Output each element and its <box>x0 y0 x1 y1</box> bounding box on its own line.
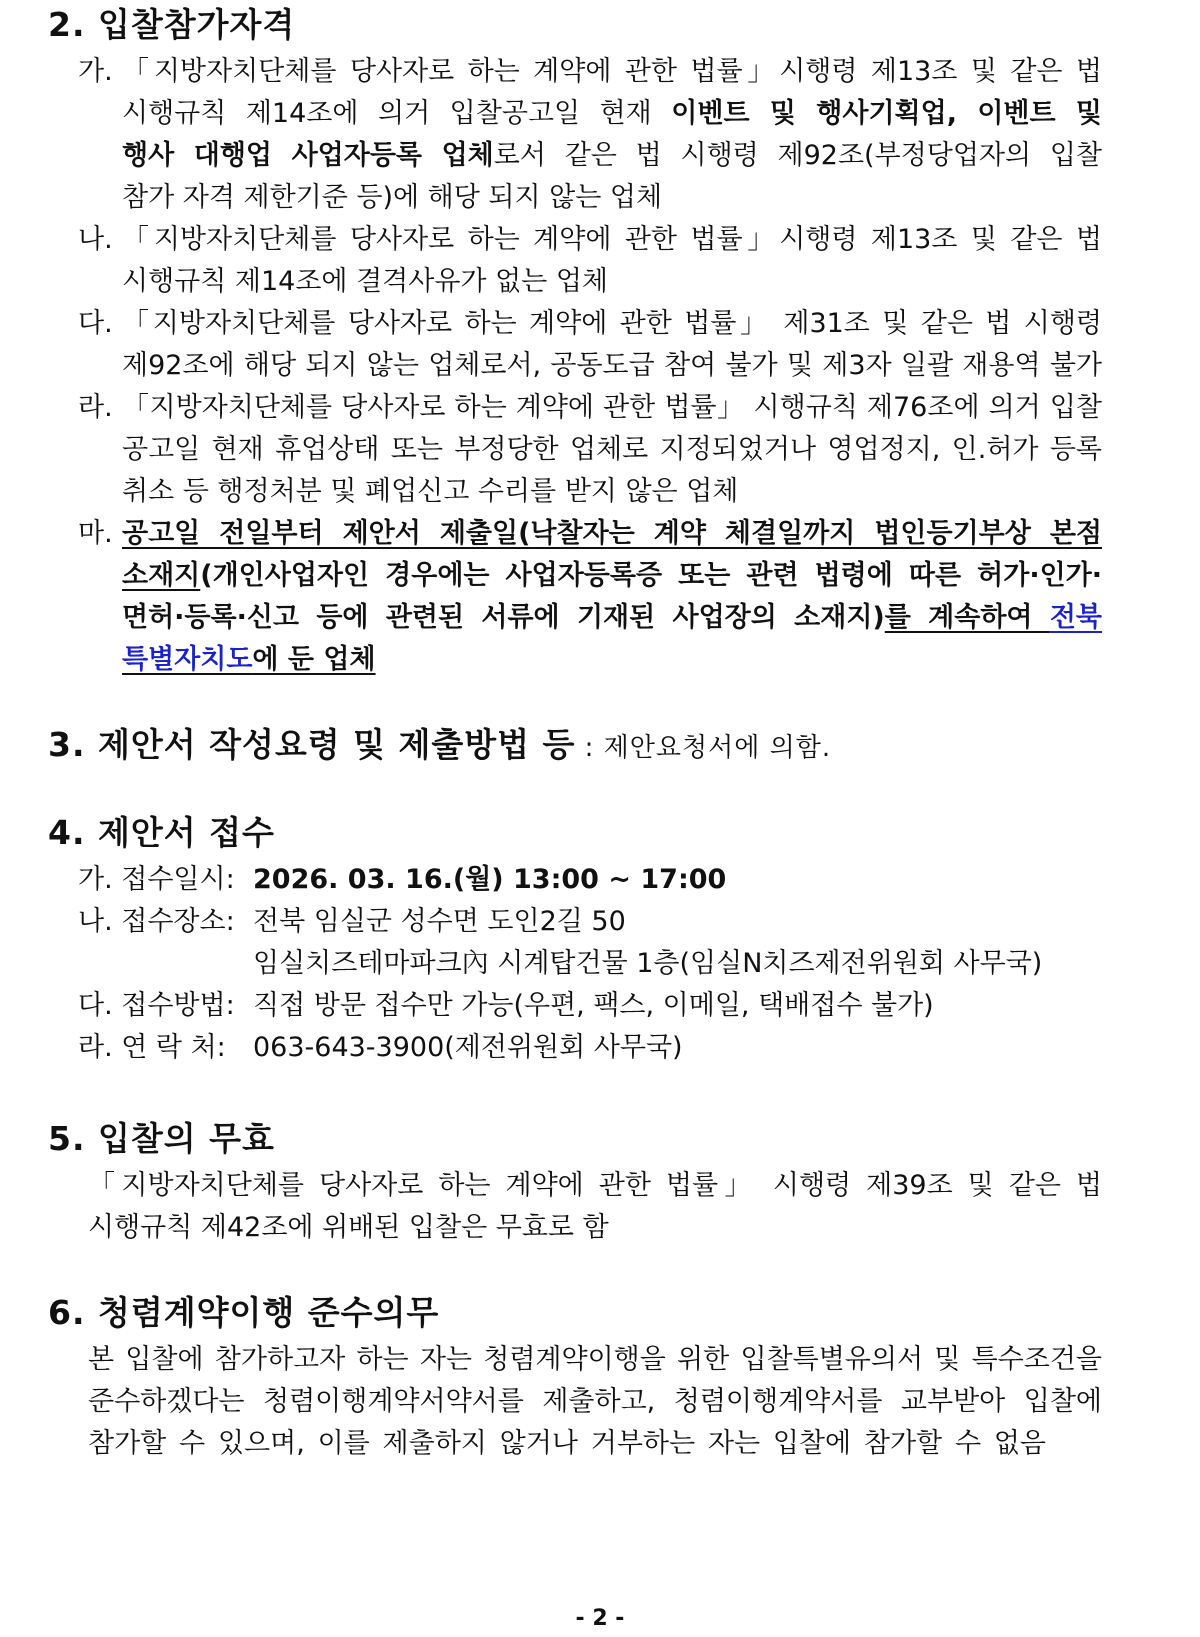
item-ma-line-4-text: 에 둔 업체 <box>252 644 376 675</box>
item-ra-line-1: 「지방자치단체를 당사자로 하는 계약에 관한 법률」 시행규칙 제76조에 의거 입찰 <box>122 392 1102 423</box>
receipt-method-label: 다. 접수방법: <box>78 990 235 1021</box>
section-6-line-1: 본 입찰에 참가하고자 하는 자는 청렴계약이행을 위한 입찰특별유의서 및 특수조건을 <box>88 1344 1102 1375</box>
section-5-line-2: 시행규칙 제42조에 위배된 입찰은 무효로 함 <box>88 1212 609 1243</box>
item-ga-line-2-text: 시행규칙 제14조에 의거 입찰공고일 현재 <box>122 98 672 129</box>
receipt-time-label: 가. 접수일시: <box>78 864 235 895</box>
item-ga-line-4: 참가 자격 제한기준 등)에 해당 되지 않는 업체 <box>122 182 663 213</box>
section-5-title: 5. 입찰의 무효 <box>48 1119 275 1158</box>
item-ma-line-3 <box>122 598 1102 638</box>
section-3-title <box>48 722 831 771</box>
section-6-line-3: 참가할 수 있으며, 이를 제출하지 않거나 거부하는 자는 입찰에 참가할 수 없음 <box>88 1428 1046 1459</box>
section-6-line-2: 준수하겠다는 청렴이행계약서약서를 제출하고, 청렴이행계약서를 교부받아 입찰에 <box>88 1386 1102 1417</box>
item-na-line-2: 시행규칙 제14조에 결격사유가 없는 업체 <box>122 266 608 297</box>
item-ra-line-2: 공고일 현재 휴업상태 또는 부정당한 업체로 지정되었거나 영업정지, 인.허가 등록 <box>122 434 1102 465</box>
contact-label: 라. 연 락 처: <box>78 1032 226 1063</box>
item-ga-business-type-cont: 행사 대행업 사업자등록 업체 <box>122 140 494 171</box>
item-da-marker: 다. <box>78 308 113 339</box>
item-ma-line-2-text: (개인사업자인 경우에는 사업자등록증 또는 관련 법령에 따른 허가·인가· <box>200 560 1102 591</box>
section-2-title: 2. 입찰참가자격 <box>48 5 296 44</box>
page-number: - 2 - <box>575 1606 625 1631</box>
contact-value: 063-643-3900(제전위원회 사무국) <box>253 1032 683 1063</box>
item-ga-business-type: 이벤트 및 행사기획업, 이벤트 및 <box>671 98 1102 129</box>
item-na-marker: 나. <box>78 224 113 255</box>
section-3-rest: : 제안요청서에 의함. <box>575 733 832 763</box>
item-ga-marker: 가. <box>78 56 113 87</box>
receipt-place-value-2: 임실치즈테마파크內 시계탑건물 1층(임실N치즈제전위원회 사무국) <box>253 948 1043 979</box>
item-ga-line-1: 「지방자치단체를 당사자로 하는 계약에 관한 법률」시행령 제13조 및 같은 법 <box>122 56 1102 87</box>
item-ma-continue: 를 계속하여 <box>884 602 1050 633</box>
item-ma-region-cont: 특별자치도 <box>122 644 253 675</box>
section-5-line-1: 「지방자치단체를 당사자로 하는 계약에 관한 법률」 시행령 제39조 및 같은 법 <box>88 1170 1102 1201</box>
receipt-method-value: 직접 방문 접수만 가능(우편, 팩스, 이메일, 택배접수 불가) <box>253 990 934 1021</box>
section-6-title: 6. 청렴계약이행 준수의무 <box>48 1293 440 1332</box>
item-ma-location: 소재지 <box>122 560 201 591</box>
receipt-place-value: 전북 임실군 성수면 도인2길 50 <box>253 906 626 937</box>
item-ma-marker: 마. <box>78 518 113 549</box>
item-ma-region: 전북 <box>1049 602 1102 633</box>
item-ma-line-3-text: 면허·등록·신고 등에 관련된 서류에 기재된 사업장의 소재지) <box>122 602 885 633</box>
item-ga-line-3-text: 로서 같은 법 시행령 제92조(부정당업자의 입찰 <box>493 140 1103 171</box>
item-ma-line-1: 공고일 전일부터 제안서 제출일(낙찰자는 계약 체결일까지 법인등기부상 본점 <box>122 518 1102 549</box>
section-4-title: 4. 제안서 접수 <box>48 813 275 852</box>
item-ga-line-2 <box>122 94 1102 134</box>
item-ma-line-4 <box>122 640 376 680</box>
item-da-line-1: 「지방자치단체를 당사자로 하는 계약에 관한 법률」 제31조 및 같은 법 시행령 <box>122 308 1102 339</box>
section-3-heading: 3. 제안서 작성요령 및 제출방법 등 <box>48 725 576 764</box>
item-ra-line-3: 취소 등 행정처분 및 폐업신고 수리를 받지 않은 업체 <box>122 476 739 507</box>
item-ma-line-2 <box>122 556 1102 596</box>
receipt-time-value: 2026. 03. 16.(월) 13:00 ~ 17:00 <box>253 864 727 895</box>
item-da-line-2: 제92조에 해당 되지 않는 업체로서, 공동도급 참여 불가 및 제3자 일괄 재용역 불가 <box>122 350 1102 381</box>
item-ga-line-3 <box>122 136 1102 176</box>
item-na-line-1: 「지방자치단체를 당사자로 하는 계약에 관한 법률」시행령 제13조 및 같은 법 <box>122 224 1102 255</box>
receipt-place-label: 나. 접수장소: <box>78 906 235 937</box>
item-ra-marker: 라. <box>78 392 113 423</box>
